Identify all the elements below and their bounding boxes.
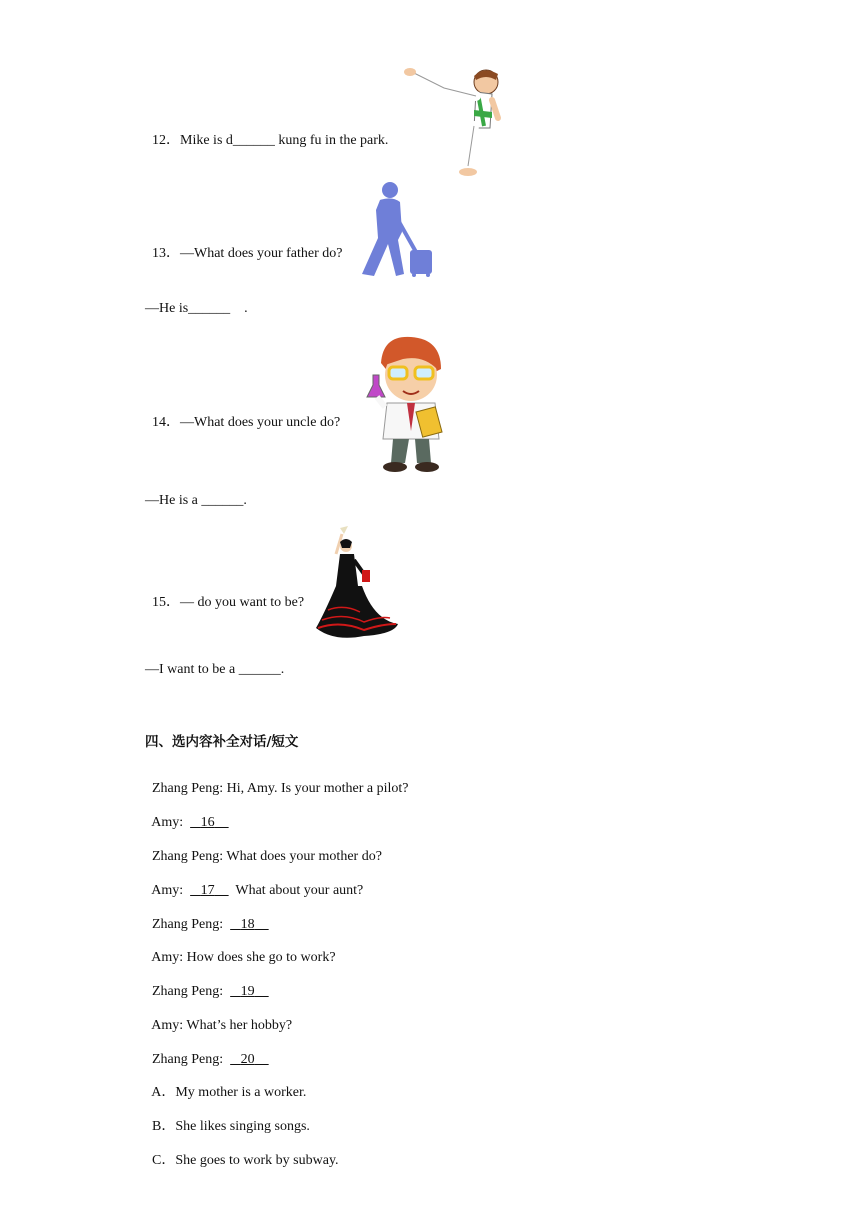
question-14 (145, 396, 340, 432)
answer-blank-17[interactable]: 17 (200, 883, 215, 898)
answer-15: —I want to be a ______. (145, 662, 285, 677)
dialogue-text: How does she go to work? (183, 950, 336, 965)
option-text: She likes singing songs. (175, 1119, 310, 1134)
option-b (145, 1100, 310, 1136)
answer-blank-18[interactable]: 18 (240, 917, 255, 932)
question-number: 14． (152, 415, 180, 430)
dialogue-line (145, 1033, 269, 1069)
answer-blank-16[interactable]: 16 (200, 815, 215, 830)
dialogue-line (145, 796, 229, 832)
speaker: Amy: (151, 883, 184, 898)
question-number: 13． (152, 246, 180, 261)
option-letter: C． (152, 1153, 176, 1168)
question-text: — do you want to be? (180, 595, 305, 610)
option-a (145, 1066, 306, 1102)
speaker: Amy: (151, 1018, 184, 1033)
dialogue-text: What’s her hobby? (183, 1018, 293, 1033)
speaker: Zhang Peng: (152, 849, 224, 864)
speaker: Amy: (151, 950, 184, 965)
speaker: Amy: (151, 815, 184, 830)
question-number: 12． (152, 133, 180, 148)
dialogue-line (145, 830, 382, 866)
dialogue-text: What about your aunt? (228, 883, 364, 898)
option-text: My mother is a worker. (175, 1085, 307, 1100)
answer-13: —He is______ . (145, 301, 248, 316)
speaker: Zhang Peng: (152, 984, 224, 999)
question-number: 15． (152, 595, 180, 610)
dialogue-line (145, 931, 336, 967)
question-text: —What does your uncle do? (180, 415, 341, 430)
dialogue-line (145, 965, 269, 1001)
question-15 (145, 576, 304, 612)
question-text: —What does your father do? (180, 246, 343, 261)
option-text: She goes to work by subway. (175, 1153, 339, 1168)
speaker: Zhang Peng: (152, 1052, 224, 1067)
speaker: Zhang Peng: (152, 781, 224, 796)
question-text: Mike is d______ kung fu in the park. (180, 133, 389, 148)
section-title: 四、选内容补全对话/短文 (145, 734, 299, 750)
dialogue-line (145, 762, 409, 798)
answer-blank-20[interactable]: 20 (240, 1052, 255, 1067)
answer-blank-19[interactable]: 19 (240, 984, 255, 999)
dialogue-line (145, 999, 292, 1035)
dialogue-line (145, 864, 363, 900)
dialogue-line (145, 898, 269, 934)
question-12 (145, 114, 388, 150)
option-letter: B． (152, 1119, 176, 1134)
scientist-icon (363, 335, 447, 473)
kung-fu-boy-icon (404, 66, 502, 178)
speaker: Zhang Peng: (152, 917, 224, 932)
flamenco-dancer-icon (314, 524, 400, 642)
dialogue-text: Hi, Amy. Is your mother a pilot? (223, 781, 409, 796)
option-letter: A． (151, 1085, 176, 1100)
option-c (145, 1134, 339, 1170)
businessman-silhouette-icon (360, 180, 434, 278)
dialogue-text: What does your mother do? (223, 849, 382, 864)
question-13 (145, 227, 343, 263)
answer-14: —He is a ______. (145, 493, 247, 508)
